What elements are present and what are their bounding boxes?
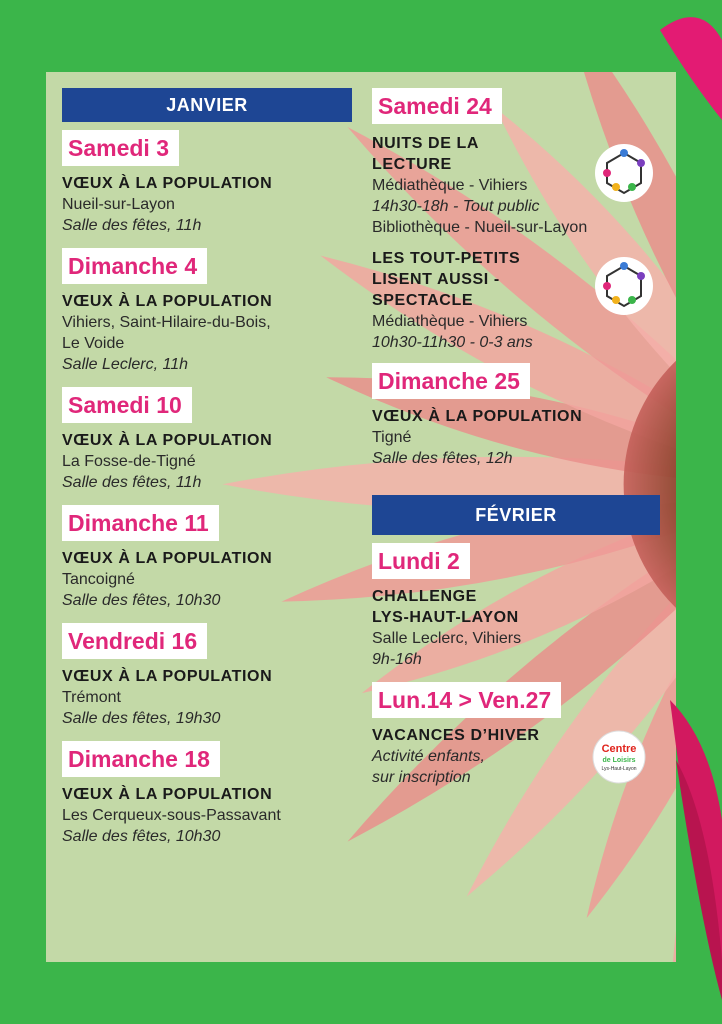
event-date: Dimanche 4 xyxy=(62,248,207,284)
event-samedi-3 xyxy=(62,130,352,236)
event-date: Samedi 24 xyxy=(372,88,502,124)
logo-text-centre: Centre xyxy=(601,743,637,755)
event-location: Les Cerqueux-sous-Passavant xyxy=(62,807,281,824)
event-title: VŒUX À LA POPULATION xyxy=(62,293,273,310)
reading-network-logo-icon xyxy=(594,256,654,316)
event-location: Médiathèque - Vihiers xyxy=(372,313,528,330)
event-location: La Fosse-de-Tigné xyxy=(62,453,196,470)
logo-text-loisirs: de Loisirs xyxy=(602,757,636,764)
event-title-line: LISENT AUSSI - xyxy=(372,271,500,288)
event-title-line: CHALLENGE xyxy=(372,588,477,605)
event-location: Tigné xyxy=(372,429,412,446)
event-location: Tancoigné xyxy=(62,571,135,588)
event-venue-time: Salle Leclerc, 11h xyxy=(62,356,188,373)
event-title: VŒUX À LA POPULATION xyxy=(62,550,273,567)
january-column xyxy=(62,88,352,859)
event-date: Dimanche 25 xyxy=(372,363,530,399)
event-venue-time: Salle des fêtes, 10h30 xyxy=(62,592,221,609)
event-vendredi-16 xyxy=(62,623,352,729)
reading-network-logo-icon xyxy=(594,143,654,203)
event-venue-time: Salle des fêtes, 19h30 xyxy=(62,710,221,727)
event-venue-time: Salle des fêtes, 10h30 xyxy=(62,828,221,845)
event-time: 14h30-18h - Tout public xyxy=(372,198,540,215)
event-title: VŒUX À LA POPULATION xyxy=(62,668,273,685)
event-location: Vihiers, Saint-Hilaire-du-Bois, xyxy=(62,314,271,331)
event-title-line: LECTURE xyxy=(372,156,452,173)
event-title: VŒUX À LA POPULATION xyxy=(62,786,273,803)
event-dimanche-25 xyxy=(372,363,662,469)
event-location: Salle Leclerc, Vihiers xyxy=(372,630,522,647)
event-time: 10h30-11h30 - 0-3 ans xyxy=(372,334,533,351)
event-description: sur inscription xyxy=(372,769,471,786)
event-location: Bibliothèque - Nueil-sur-Layon xyxy=(372,219,588,236)
event-title: VŒUX À LA POPULATION xyxy=(372,408,583,425)
event-location: Le Voide xyxy=(62,335,125,352)
event-time: 9h-16h xyxy=(372,651,422,668)
event-title-line: NUITS DE LA xyxy=(372,135,480,152)
event-date: Dimanche 18 xyxy=(62,741,220,777)
event-title-line: LYS-HAUT-LAYON xyxy=(372,609,519,626)
event-dimanche-18 xyxy=(62,741,352,847)
event-location: Médiathèque - Vihiers xyxy=(372,177,528,194)
logo-text-lys: Lys-Haut-Layon xyxy=(601,766,637,772)
month-banner-janvier: JANVIER xyxy=(62,88,352,122)
event-date: Samedi 3 xyxy=(62,130,179,166)
event-date: Lundi 2 xyxy=(372,543,470,579)
event-venue-time: Salle des fêtes, 11h xyxy=(62,474,202,491)
event-venue-time: Salle des fêtes, 12h xyxy=(372,450,513,467)
month-banner-fevrier: FÉVRIER xyxy=(372,495,660,535)
event-date: Lun.14 > Ven.27 xyxy=(372,682,561,718)
event-title: VŒUX À LA POPULATION xyxy=(62,432,273,449)
event-dimanche-11 xyxy=(62,505,352,611)
event-dimanche-4 xyxy=(62,248,352,375)
event-date: Samedi 10 xyxy=(62,387,192,423)
event-title xyxy=(372,586,662,628)
event-venue-time: Salle des fêtes, 11h xyxy=(62,217,202,234)
event-description: Activité enfants, xyxy=(372,748,485,765)
event-date: Dimanche 11 xyxy=(62,505,219,541)
event-date: Vendredi 16 xyxy=(62,623,207,659)
centre-de-loisirs-logo xyxy=(592,730,646,784)
event-location: Nueil-sur-Layon xyxy=(62,196,175,213)
event-samedi-10 xyxy=(62,387,352,493)
event-samedi-24 xyxy=(372,88,662,353)
event-title-line: LES TOUT-PETITS xyxy=(372,250,521,267)
event-vacances-hiver xyxy=(372,682,662,788)
right-column xyxy=(372,88,662,800)
event-title: VŒUX À LA POPULATION xyxy=(62,175,273,192)
event-title: VACANCES D’HIVER xyxy=(372,727,540,744)
event-lundi-2 xyxy=(372,543,662,670)
event-title-line: SPECTACLE xyxy=(372,292,474,309)
event-location: Trémont xyxy=(62,689,121,706)
